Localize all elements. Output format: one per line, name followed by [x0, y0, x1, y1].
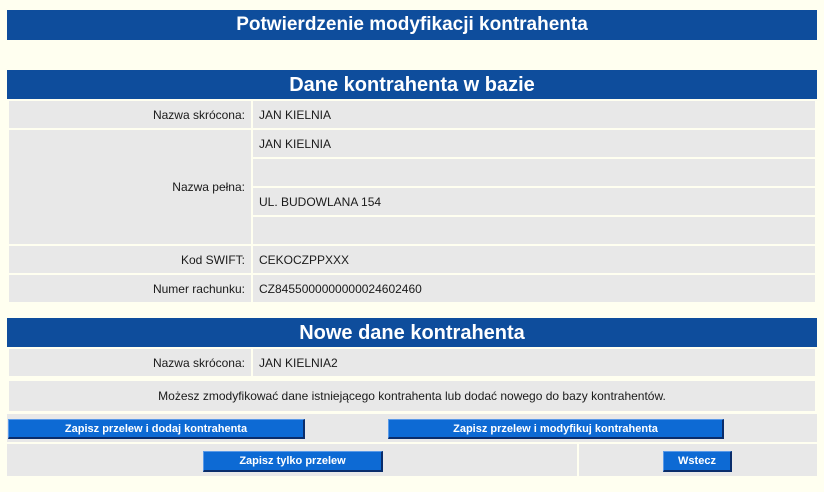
swift-row — [8, 245, 816, 274]
page-title: Potwierdzenie modyfikacji kontrahenta — [7, 10, 817, 40]
existing-data-table — [7, 99, 817, 304]
info-message: Możesz zmodyfikować dane istniejącego kontrahenta lub dodać nowego do bazy kontrahentów. — [9, 381, 815, 411]
new-short-name-row — [8, 348, 816, 377]
full-name-label: Nazwa pełna: — [8, 129, 252, 245]
new-data-table — [7, 347, 817, 378]
account-row — [8, 274, 816, 303]
new-short-name-value: JAN KIELNIA2 — [252, 348, 816, 377]
account-number-label: Numer rachunku: — [8, 274, 252, 303]
short-name-value: JAN KIELNIA — [252, 100, 816, 129]
save-and-add-contractor-button[interactable]: Zapisz przelew i dodaj kontrahenta — [8, 419, 305, 439]
full-name-line-1: JAN KIELNIA — [252, 129, 816, 158]
swift-value: CEKOCZPPXXX — [252, 245, 816, 274]
row-divider — [577, 444, 579, 476]
full-name-line-4 — [252, 216, 816, 245]
full-name-line-2 — [252, 158, 816, 187]
full-name-line-3: UL. BUDOWLANA 154 — [252, 187, 816, 216]
button-row-2 — [7, 444, 817, 476]
existing-data-header: Dane kontrahenta w bazie — [7, 70, 817, 101]
short-name-row — [8, 100, 816, 129]
button-row-1 — [7, 414, 817, 442]
account-number-value: CZ8455000000000024602460 — [252, 274, 816, 303]
full-name-row-1 — [8, 129, 816, 158]
save-transfer-only-button[interactable]: Zapisz tylko przelew — [203, 451, 383, 472]
swift-label: Kod SWIFT: — [8, 245, 252, 274]
short-name-label: Nazwa skrócona: — [8, 100, 252, 129]
save-and-modify-contractor-button[interactable]: Zapisz przelew i modyfikuj kontrahenta — [388, 419, 724, 439]
new-data-header: Nowe dane kontrahenta — [7, 318, 817, 349]
new-short-name-label: Nazwa skrócona: — [8, 348, 252, 377]
back-button[interactable]: Wstecz — [663, 451, 732, 472]
